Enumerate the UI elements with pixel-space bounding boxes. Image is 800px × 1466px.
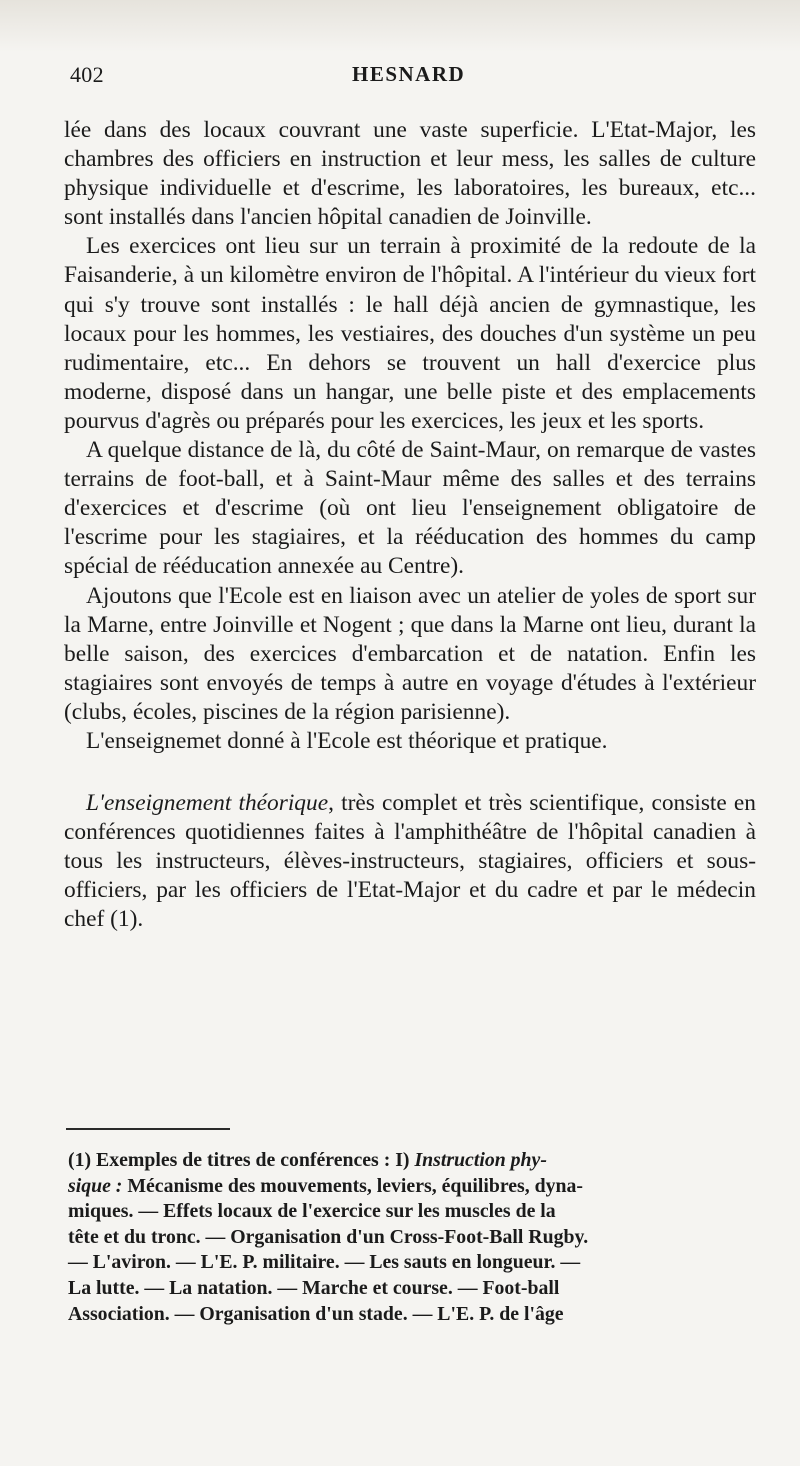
footnote-line-1-text: (1) Exemples de titres de conférences : I) bbox=[68, 1149, 415, 1171]
page-number: 402 bbox=[70, 62, 104, 87]
footnote bbox=[68, 1148, 752, 1327]
footnote-line-4: tête et du tronc. — Organisation d'un Cross-Foot-Ball Rugby. bbox=[68, 1225, 589, 1248]
footnote-line-3: miques. — Effets locaux de l'exercice sur les muscles de la bbox=[68, 1200, 556, 1223]
footnote-line-6: La lutte. — La natation. — Marche et course. — Foot-ball bbox=[68, 1276, 560, 1299]
footnote-line-5: — L'aviron. — L'E. P. militaire. — Les sauts en longueur. — bbox=[68, 1251, 581, 1274]
paragraph-1: lée dans des locaux couvrant une vaste superficie. L'Etat-Major, les chambres des officiers en instruction et leur mess, les salles de culture physique individuelle et d'escrime, les laboratoires, les bureaux, etc... sont installés dans l'ancien hôpital canadien de Joinville. bbox=[64, 117, 756, 231]
body-text bbox=[64, 116, 756, 935]
paragraph-gap bbox=[64, 756, 756, 789]
paragraph-6-lead: L'enseignement théorique bbox=[86, 790, 329, 817]
footnote-line-7: Association. — Organisation d'un stade. — L'E. P. de l'âge bbox=[68, 1302, 564, 1325]
paragraph-2: Les exercices ont lieu sur un terrain à proximité de la redoute de la Faisanderie, à un kilomètre environ de l'hôpital. A l'intérieur du vieux fort qui s'y trouve sont installés : le hall déjà ancien de gymnastique, les locaux pour les hommes, les vestiaires, des douches d'un système un peu rudimentaire, etc... En dehors se trouvent un hall d'exercice plus moderne, disposé dans un hangar, une belle piste et des emplacements pourvus d'agrès ou préparés pour les exercices, les jeux et les sports. bbox=[64, 233, 756, 434]
footnote-line-2-italic: sique : bbox=[68, 1174, 123, 1197]
paragraph-6-text: , très complet et très scientifique, consiste en conférences quotidiennes faites à l'amphithéâtre de l'hôpital canadien à tous les instructeurs, élèves-instructeurs, stagiaires, officiers et sous-officiers, par les officiers de l'Etat-Major et du cadre et par le médecin chef (1). bbox=[64, 790, 757, 933]
footnote-line-2-text: Mécanisme des mouvements, leviers, équilibres, dyna- bbox=[122, 1174, 584, 1197]
paragraph-4: Ajoutons que l'Ecole est en liaison avec un atelier de yoles de sport sur la Marne, entre Joinville et Nogent ; que dans la Marne ont lieu, durant la belle saison, des exercices d'embarcation et de natation. Enfin les stagiaires sont envoyés de temps à autre en voyage d'études à l'extérieur (clubs, écoles, piscines de la région parisienne). bbox=[64, 582, 756, 725]
footnote-rule bbox=[66, 1128, 230, 1130]
footnote-line-1 bbox=[68, 1148, 752, 1174]
paragraph-6 bbox=[64, 789, 756, 934]
footnote-line-2 bbox=[68, 1174, 752, 1200]
page-header bbox=[70, 62, 756, 96]
running-head: HESNARD bbox=[352, 62, 466, 86]
footnote-line-1-italic: Instruction phy- bbox=[414, 1149, 547, 1171]
paragraph-3: A quelque distance de là, du côté de Saint-Maur, on remarque de vastes terrains de foot-ball, et à Saint-Maur même des salles et des terrains d'exercices et d'escrime (où ont lieu l'enseignement obligatoire de l'escrime pour les stagiaires, et la rééducation des hommes du camp spécial de rééducation annexée au Centre). bbox=[64, 437, 756, 580]
paragraph-5: L'enseignemet donné à l'Ecole est théorique et pratique. bbox=[86, 727, 608, 754]
